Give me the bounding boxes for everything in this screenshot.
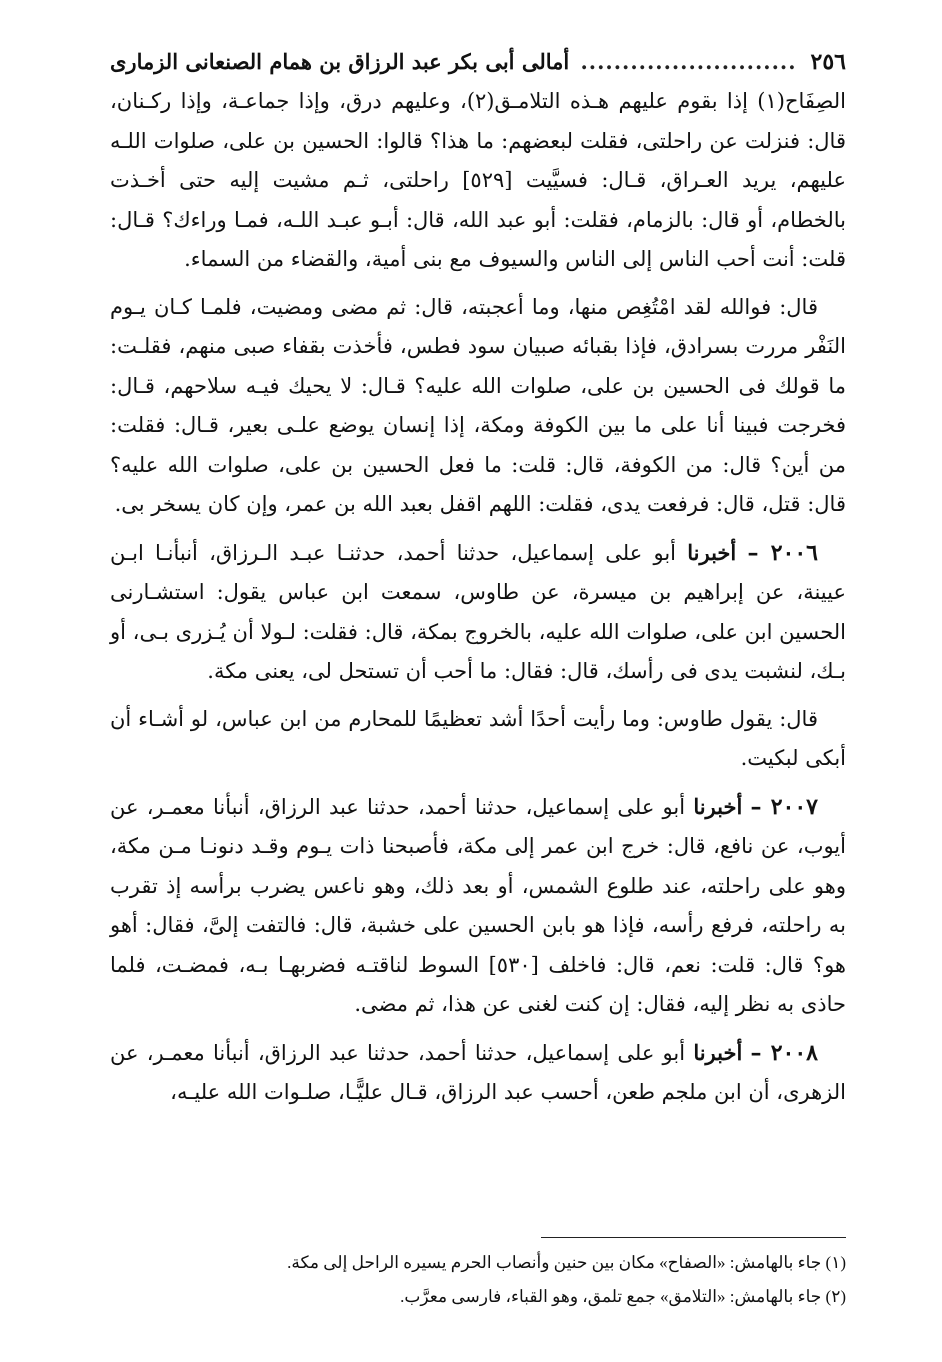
- page-body: [110, 82, 846, 1113]
- hadith-entry-2008: [110, 1033, 846, 1113]
- entry-lead-word: أخبرنا: [693, 1039, 743, 1065]
- paragraph-continuation: الصِفَاح(١) إذا بقوم عليهم هـذه التلامـق(٢)، وعليهم درق، وإذا جماعـة، وإذا ركـنان، قال: فنزلت عن راحلتى، فقلت لبعضهم: ما هذا؟ قالوا: الحسين بن على، صلوات اللـه عليهم، يريد العـراق، قـال: فسيَّيت [٥٢٩] راحلتى، ثـم مشيت إليه حتى أخـذت بالخطام، أو قال: بالزمام، فقلت: أبو عبد الله، قال: أبـو عبـد اللـه، فمـا وراءك؟ قـال: قلت: أنت أحب الناس إلى الناس والسيوف مع بنى أمية، والقضاء من السماء.: [110, 89, 846, 271]
- entry-number: ٢٠٠٦ –: [747, 539, 818, 566]
- hadith-entry-2006: [110, 533, 846, 692]
- hadith-entry-2007: [110, 787, 846, 1025]
- entry-lead-word: أخبرنا: [687, 539, 737, 565]
- entry-text: أبو على إسماعيل، حدثنا أحمد، حدثنا عبد الرزاق، أنبأنا معمـر، عن الزهرى، أن ابن ملجم طعن، أحسب عبد الرزاق، قـال عليًّـا، صلـوات الله عليـه،: [110, 1040, 846, 1104]
- page-number: ٢٥٦: [810, 49, 846, 75]
- book-title: أمالى أبى بكر عبد الرزاق بن همام الصنعانى الزمارى: [110, 49, 570, 74]
- header-leader-dots: ..........................: [580, 49, 797, 74]
- footnote-1: (١) جاء بالهامش: «الصفاح» مكان بين حنين وأنصاب الحرم يسيره الراحل إلى مكة.: [287, 1253, 846, 1272]
- paragraph: قال: يقول طاوس: وما رأيت أحدًا أشد تعظيمًا للمحارم من ابن عباس، لو أشـاء أن أبكى لبكيت.: [110, 706, 846, 770]
- footnotes: [110, 1246, 846, 1314]
- running-header: [110, 42, 846, 82]
- footnote-divider: [541, 1237, 846, 1238]
- entry-lead-word: أخبرنا: [693, 793, 743, 819]
- paragraph: قال: فوالله لقد امْتُغِص منها، وما أعجبته، قال: ثم مضى ومضيت، فلمـا كـان يـوم النَفْر مررت بسرادق، فإذا بقبائه صبيان سود فطس، فأخذت بقفاء صبى منهم، فقلـت: ما قولك فى الحسين بن على، صلوات الله عليه؟ قـال: لا يحيك فيـه سلاحهم، قـال: فخرجت فبينا أنا على ما بين الكوفة ومكة، إذا إنسان يوضع علـى بعير، قـال: فقلت: من أين؟ قال: من الكوفة، قال: قلت: ما فعل الحسين بن على، صلوات الله عليه؟ قال: قتل، قال: فرفعت يدى، فقلت: اللهم اقفل بعبد الله بن عمر، وإن كان يسخر بى.: [110, 294, 846, 516]
- entry-number: ٢٠٠٨ –: [750, 1039, 818, 1066]
- entry-text: أبو على إسماعيل، حدثنا أحمد، حدثنـا عبـد الـرزاق، أنبأنـا ابـن عيينة، عن إبراهيم بن ميسرة، عن طاوس، سمعت ابن عباس يقول: استشـارنى الحسين ابن على، صلوات الله عليه، بالخروج بمكة، قال: فقلت: لـولا أن يُـزرى بـى، أو بـك، لنشبت يدى فى رأسك، قال: فقال: ما أحب أن تستحل لى، يعنى مكة.: [110, 540, 846, 683]
- entry-text: أبو على إسماعيل، حدثنا أحمد، حدثنا عبد الرزاق، أنبأنا معمـر، عن أيوب، عن نافع، قال: خرج ابن عمر إلى مكة، فأصبحنا ذات يـوم وقـد دنونـا مـن مكة، وهو على راحلته، عند طلوع الشمس، أو بعد ذلك، وهو ناعس يضرب برأسه إذ تقرب به راحلته، فرفع رأسه، فإذا هو بابن الحسين على خشبة، قال: فالتفت إلىَّ، فقال: أهو هو؟ قال: قلت: نعم، قال: فاخلف [٥٣٠] السوط لناقتـه فضربهـا بـه، فمضـت، فلما حاذى به نظر إليه، فقال: إن كنت لغنى عن هذا، ثم مضى.: [110, 794, 846, 1016]
- footnote-2: (٢) جاء بالهامش: «التلامق» جمع تلمق، وهو القباء، فارسى معرَّب.: [400, 1287, 846, 1306]
- entry-number: ٢٠٠٧ –: [750, 793, 818, 820]
